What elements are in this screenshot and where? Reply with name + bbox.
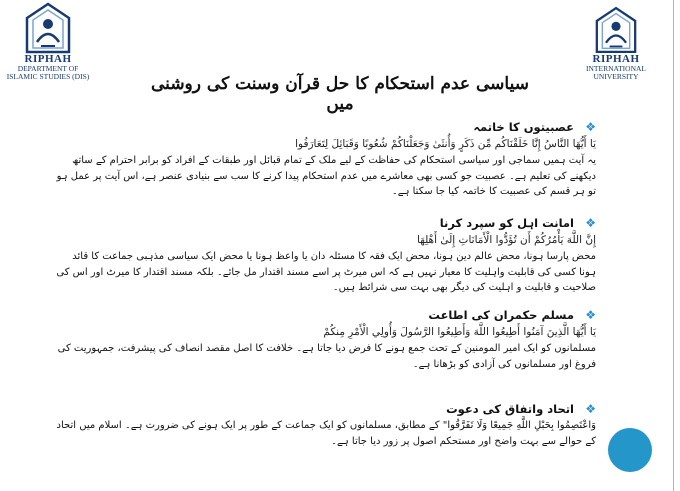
heading-text: امانت اہل کو سپرد کرنا [439, 216, 574, 230]
riphah-emblem-icon [595, 6, 637, 54]
quran-verse: إِنَّ اللَّهَ يَأْمُرُكُمْ أَن تُؤَدُّوا الْأَمَانَاتِ إِلَىٰ أَهْلِهَا [417, 234, 596, 246]
quran-verse: يَا أَيُّهَا النَّاسُ إِنَّا خَلَقْنَاكُم مِّن ذَكَرٍ وَأُنثَىٰ وَجَعَلْنَاكُمْ شُعُوبًا وَقَبَائِلَ لِتَعَارَفُوا [295, 138, 596, 150]
slide-title: سیاسی عدم استحکام کا حل قرآن وسنت کی روشنی میں [151, 74, 529, 114]
diamond-bullet-icon: ❖ [585, 120, 596, 134]
section-heading [56, 306, 596, 324]
left-logo-name: RIPHAH [24, 53, 72, 65]
section-paragraph: مسلمانوں کو ایک امیر المومنین کے تحت جمع ہونے کا فرض دیا جاتا ہے۔ خلافت کا اصل مقصد انصاف کی پیشرفت، جمہوریت کی فروغ اور مسلمانوں کی آزادی کو بڑھانا ہے۔ [57, 343, 596, 370]
heading-text: مسلم حکمران کی اطاعت [428, 308, 574, 322]
section-heading [56, 400, 596, 418]
section-itaat [56, 306, 596, 372]
right-logo [570, 6, 662, 81]
section-asabiyyat [56, 118, 596, 200]
left-logo [2, 2, 94, 81]
riphah-emblem-icon [25, 2, 71, 54]
left-logo-subtitle-2: ISLAMIC STUDIES (DIS) [6, 72, 90, 81]
left-logo-subtitle-1: DEPARTMENT OF [17, 64, 79, 73]
slide-border-line [673, 0, 674, 491]
diamond-bullet-icon: ❖ [585, 308, 596, 322]
decorative-circle [608, 428, 652, 472]
section-paragraph: محض پارسا ہونا، محض عالم دین ہونا، محض ایک فقہ کا مسئلہ دان یا واعظ ہونا یا محض ایک سیاسی مذہبی جماعت کا قائد ہونا کسی کی قابلیت واہلیت کا معیار نہیں ہے کہ اس میرٹ پر اسے مسند اقتدار مل جائے۔ بلکہ مسند اقتدار کا میرٹ اور اس کی صلاحیت و قابلیت و اہلیت کی دیگر بھی بہت سی شرائط ہیں۔ [56, 251, 596, 293]
heading-text: عصبیتوں کا خاتمہ [473, 120, 574, 134]
section-paragraph: وَاعْتَصِمُوا بِحَبْلِ اللَّهِ جَمِيعًا وَلَا تَفَرَّقُوا" کے مطابق، مسلمانوں کو ایک جماعت کے طور پر ایک ہونے کی ضرورت ہے۔ اسلام میں اتحاد کے حوالے سے بہت واضح اور مستحکم اصول پر زور دیا جاتا ہے۔ [56, 420, 596, 447]
section-ittihad [56, 400, 596, 449]
section-heading [56, 118, 596, 136]
diamond-bullet-icon: ❖ [585, 402, 596, 416]
right-logo-subtitle-1: INTERNATIONAL [586, 64, 646, 73]
right-logo-name: RIPHAH [592, 53, 640, 65]
section-paragraph: یہ آیت ہمیں سماجی اور سیاسی استحکام کی حفاظت کے لیے ملک کے تمام قبائل اور طبقات کے افراد کو برابر احترام کے ساتھ دیکھنے کی تعلیم ہے۔ عصبیت جو کسی بھی معاشرے میں عدم استحکام پیدا کرنے کا سب سے بنیادی عنصر ہے، اس آیت پر عمل ہو تو ہر قسم کی عصبیت کا خاتمہ کیا جا سکتا ہے۔ [56, 155, 596, 197]
section-heading [56, 214, 596, 232]
quran-verse: يَا أَيُّهَا الَّذِينَ آمَنُوا أَطِيعُوا اللَّهَ وَأَطِيعُوا الرَّسُولَ وَأُولِي الْأَمْرِ مِنكُمْ [323, 326, 596, 338]
right-logo-subtitle-2: UNIVERSITY [593, 72, 639, 81]
heading-text: اتحاد واتفاق کی دعوت [446, 402, 574, 416]
diamond-bullet-icon: ❖ [585, 216, 596, 230]
section-amanat [56, 214, 596, 296]
